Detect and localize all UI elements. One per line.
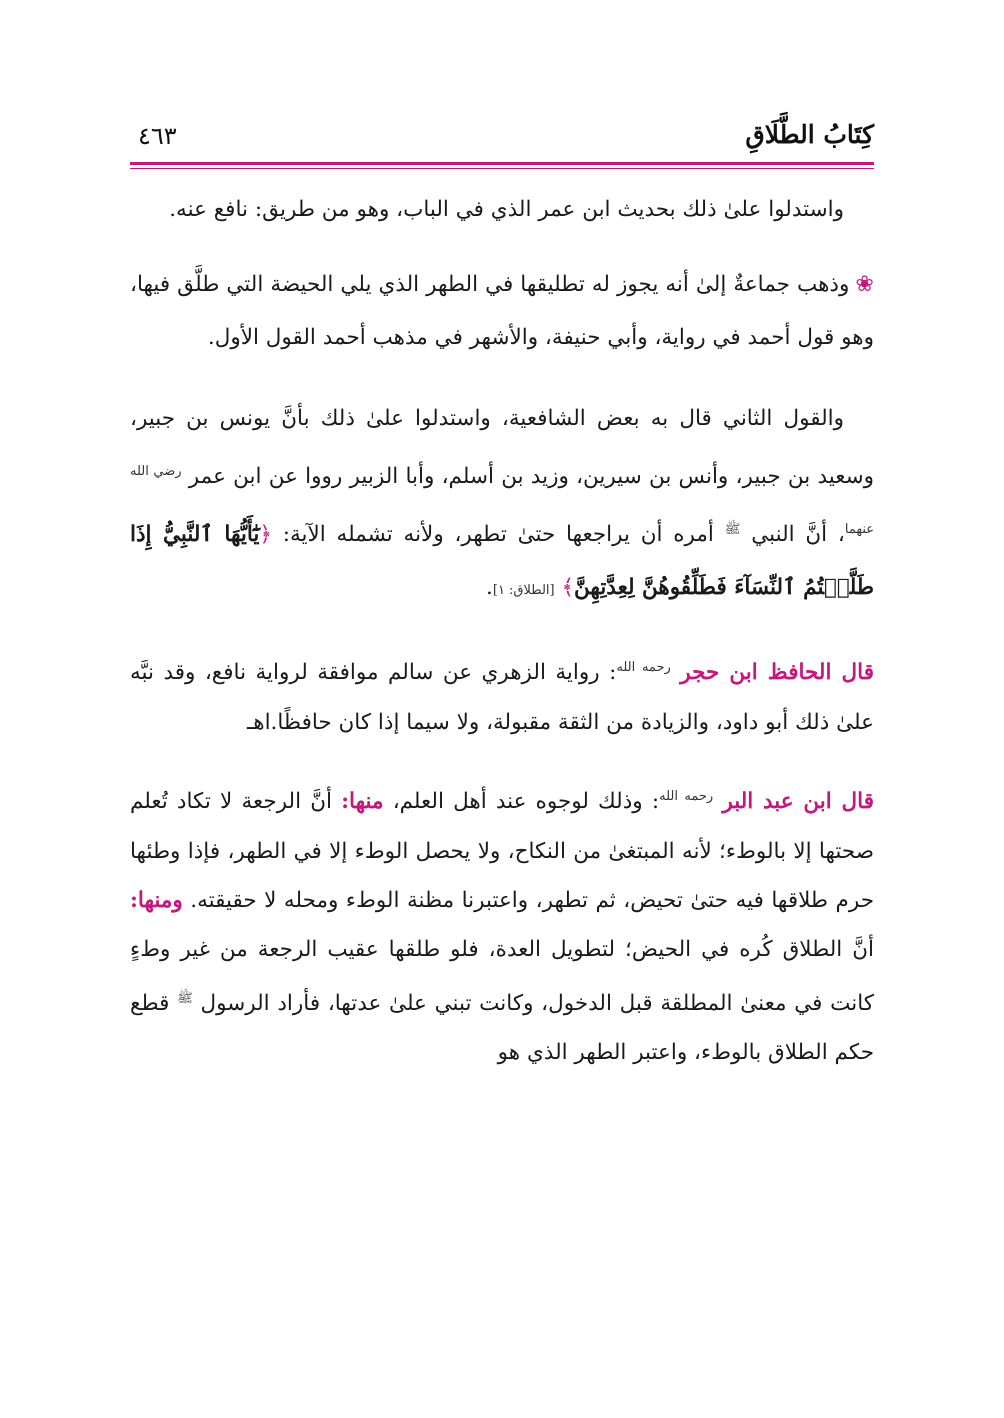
page-number: ٤٦٣	[138, 122, 177, 150]
honorific-salla: ﷺ	[177, 990, 193, 1006]
page-header	[130, 100, 874, 162]
header-rule-thin	[130, 168, 874, 169]
page	[130, 100, 874, 1077]
paragraph-3-end: .	[486, 575, 493, 601]
quran-verse: يَٰٓأَيُّهَا ٱلنَّبِيُّ إِذَا طَلَّقۡتُمُ ٱلنِّسَآءَ فَطَلِّقُوهُنَّ لِعِدَّتِهِنَّ	[130, 522, 874, 601]
paragraph-3-text-c: أمره أن يراجعها حتىٰ تطهر، ولأنه تشمله الآية:	[282, 522, 714, 548]
honorific-radiallahu: رضي الله عنهما	[130, 464, 875, 538]
header-rule-thick	[130, 162, 874, 165]
paragraph-3-text-b: ، أنَّ النبي	[751, 522, 845, 548]
quran-close-bracket: ﴾	[561, 575, 575, 601]
label-minha: منها:	[341, 789, 384, 815]
honorific-rahimahullah: رحمه الله	[616, 660, 671, 676]
paragraph-5-text-d: قطع حكم الطلاق بالوطء، واعتبر الطهر الذي هو	[130, 990, 874, 1065]
paragraph-5-text-b: أنَّ الرجعة لا تكاد تُعلم صحتها إلا بالوطء؛ لأنه المبتغىٰ من النكاح، ولا يحصل الوطء إلا في الطهر، فإذا وطئها حرم طلاقها فيه حتىٰ تحيض، ثم تطهر، واعتبرنا مظنة الوطء ومحله لا حقيقته.	[130, 789, 874, 913]
paragraph-2-text: وذهب جماعةٌ إلىٰ أنه يجوز له تطليقها في الطهر الذي يلي الحيضة التي طلَّق فيها، وهو قول أحمد في رواية، وأبي حنيفة، والأشهر في مذهب أحمد القول الأول.	[130, 272, 874, 350]
honorific-salla: ﷺ	[724, 522, 741, 538]
paragraph-3-text-a: والقول الثاني قال به بعض الشافعية، واستدلوا علىٰ ذلك بأنَّ يونس بن جبير، وسعيد بن جبير، وأنس بن سيرين، وزيد بن أسلم، وأبا الزبير رووا عن ابن عمر	[130, 406, 874, 490]
paragraph-1	[130, 183, 874, 236]
flower-icon: ❀	[855, 272, 874, 297]
paragraph-5-text-a: : وذلك لوجوه عند أهل العلم،	[392, 789, 660, 815]
quran-open-bracket: ﴿	[259, 522, 272, 548]
honorific-rahimahullah: رحمه الله	[659, 789, 714, 805]
paragraph-4-text: : رواية الزهري عن سالم موافقة لرواية نافع، وقد نبَّه علىٰ ذلك أبو داود، والزيادة من الثقة مقبولة، ولا سيما إذا كان حافظًا.اهـ	[130, 660, 874, 736]
paragraph-1-text: واستدلوا علىٰ ذلك بحديث ابن عمر الذي في الباب، وهو من طريق: نافع عنه.	[169, 197, 844, 222]
paragraph-2	[130, 258, 874, 364]
speaker-ibn-hajar: قال الحافظ ابن حجر	[680, 660, 875, 686]
paragraph-5	[130, 772, 874, 1076]
chapter-title: كِتَابُ الطَّلَاقِ	[745, 120, 874, 149]
paragraph-3	[130, 392, 874, 617]
verse-reference: [الطلاق: ١]	[492, 583, 555, 599]
speaker-ibn-abd-al-barr: قال ابن عبد البر	[722, 789, 874, 815]
label-wa-minha: ومنها:	[130, 887, 183, 913]
paragraph-5-text-c: أنَّ الطلاق كُره في الحيض؛ لتطويل العدة، فلو طلقها عقيب الرجعة من غير وطءٍ كانت في معنىٰ المطلقة قبل الدخول، وكانت تبني علىٰ عدتها، فأراد الرسول	[130, 936, 874, 1016]
paragraph-4	[130, 643, 874, 748]
